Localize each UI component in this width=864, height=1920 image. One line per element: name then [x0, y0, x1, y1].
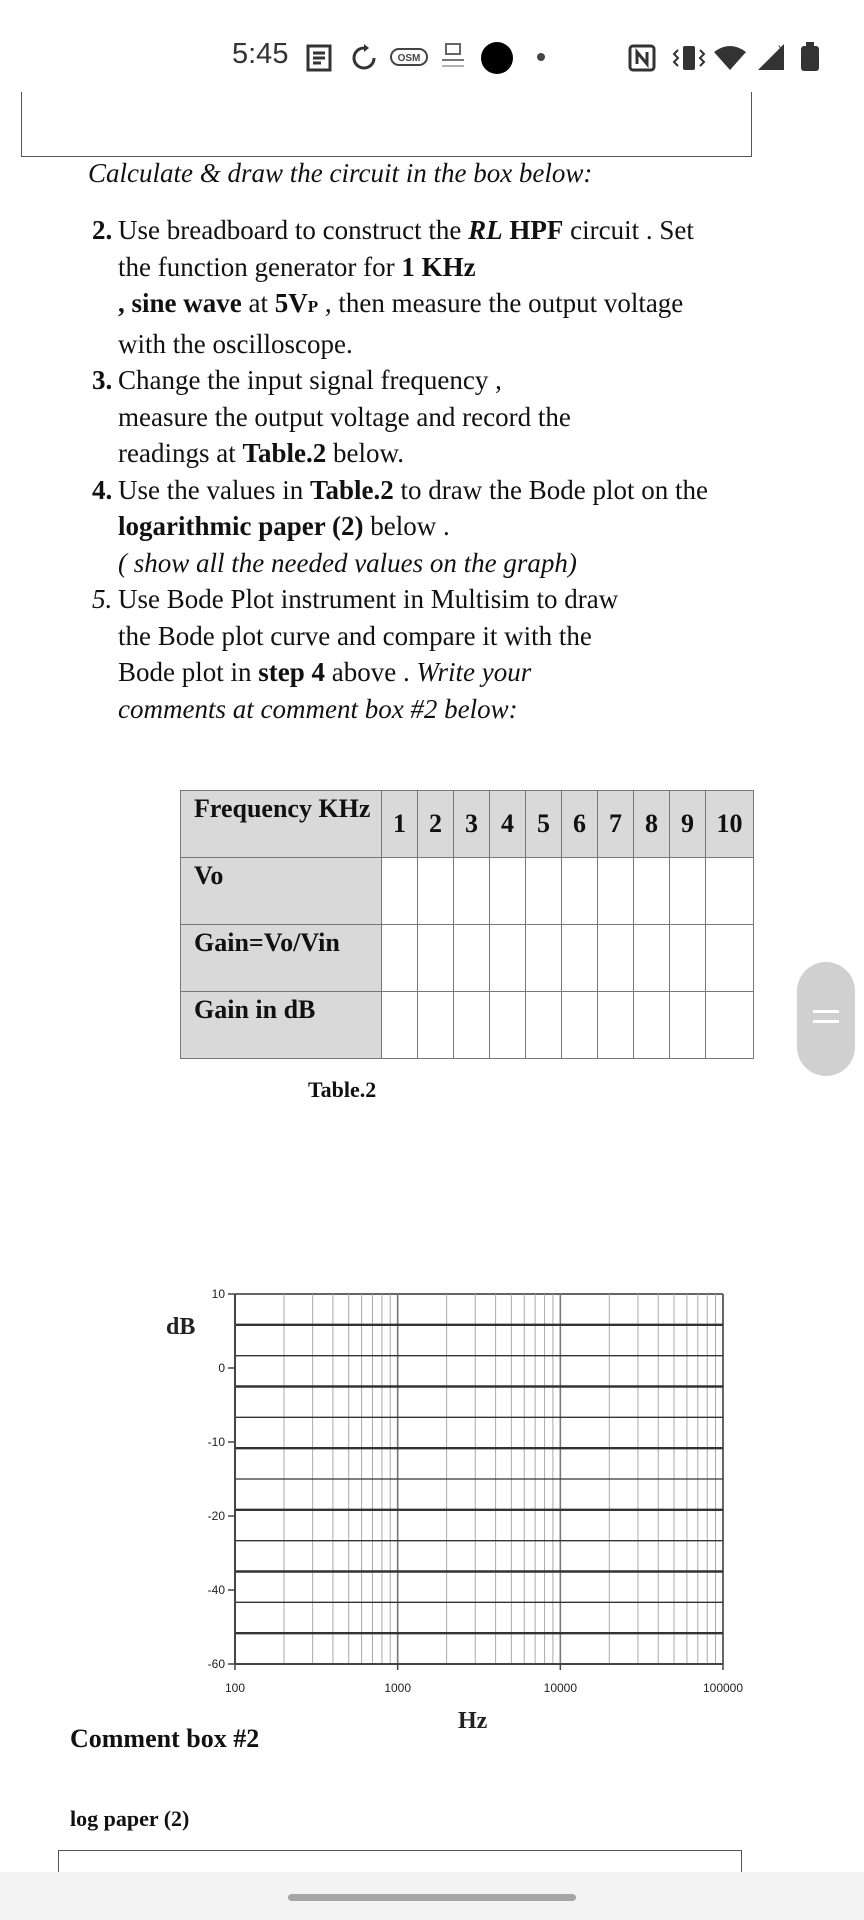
- carrefour-icon: [436, 40, 470, 72]
- step-5: 5. Use Bode Plot instrument in Multisim to draw the Bode plot curve and compare it with the Bode plot in step 4 above . Write your comments at comment box #2 below:: [92, 584, 619, 724]
- table-cell: [706, 925, 754, 992]
- table-cell: [526, 992, 562, 1059]
- status-time: 5:45: [232, 38, 289, 70]
- table-cell: [634, 858, 670, 925]
- freq-cell: 2: [418, 791, 454, 858]
- table-cell: [382, 858, 418, 925]
- y-tick-label: 0: [218, 1361, 225, 1375]
- svg-text:x: x: [778, 41, 784, 55]
- graph-xticks: [225, 1664, 743, 1695]
- y-tick-label: 10: [211, 1287, 225, 1301]
- table-cell: [418, 992, 454, 1059]
- table-row-gain: [181, 925, 754, 992]
- nfc-icon: [628, 44, 658, 72]
- table-cell: [418, 858, 454, 925]
- vibrate-icon: [672, 44, 706, 72]
- graph-xlabel: Hz: [458, 1708, 488, 1734]
- table-cell: [598, 992, 634, 1059]
- signal-icon: [756, 40, 788, 72]
- freq-cell: 5: [526, 791, 562, 858]
- table-row-frequency: [181, 791, 754, 858]
- measurement-table: [180, 790, 754, 1059]
- step-3: 3. Change the input signal frequency , measure the output voltage and record the readings at Table.2 below.: [92, 365, 571, 468]
- step-4: 4. Use the values in Table.2 to draw the Bode plot on the logarithmic paper (2) below . ( show all the needed values on the graph): [92, 474, 708, 578]
- table-cell: [634, 992, 670, 1059]
- table-cell: [454, 992, 490, 1059]
- freq-cell: 7: [598, 791, 634, 858]
- home-gesture-handle[interactable]: [288, 1894, 576, 1901]
- table-cell: [562, 925, 598, 992]
- table-cell: [454, 925, 490, 992]
- dot-icon: [480, 41, 514, 75]
- table-cell: [490, 992, 526, 1059]
- graph-yticks: [208, 1287, 235, 1671]
- row-header: Vo: [181, 858, 382, 925]
- table-cell: [706, 992, 754, 1059]
- table-row-gain-db: [181, 992, 754, 1059]
- table-cell: [706, 858, 754, 925]
- table-cell: [526, 858, 562, 925]
- intro-instruction: Calculate & draw the circuit in the box below:: [88, 158, 593, 188]
- x-tick-label: 10000: [543, 1681, 578, 1695]
- osm-icon: [390, 48, 428, 66]
- freq-cell: 4: [490, 791, 526, 858]
- row-header: Frequency KHz: [181, 791, 382, 858]
- circuit-drawing-box: [21, 92, 752, 157]
- log-paper-label: log paper (2): [70, 1806, 190, 1831]
- row-header: Gain in dB: [181, 992, 382, 1059]
- wifi-icon: [712, 44, 748, 72]
- sync-icon: [350, 44, 378, 72]
- table-cell: [670, 925, 706, 992]
- table-row-vo: [181, 858, 754, 925]
- table-cell: [598, 925, 634, 992]
- freq-cell: 8: [634, 791, 670, 858]
- fast-scroll-handle[interactable]: [797, 962, 855, 1076]
- table-cell: [562, 858, 598, 925]
- table-cell: [634, 925, 670, 992]
- y-tick-label: -10: [207, 1435, 225, 1449]
- x-tick-label: 100000: [702, 1681, 744, 1695]
- table-cell: [670, 992, 706, 1059]
- battery-icon: [800, 42, 820, 72]
- y-tick-label: -20: [207, 1509, 225, 1523]
- step-2: 2. Use breadboard to construct the RL HPF circuit . Set the function generator for 1 KHz , sine wave at 5VP , then measure the output voltage with the oscilloscope.: [92, 215, 694, 359]
- y-tick-label: -60: [207, 1657, 225, 1671]
- y-tick-label: -40: [207, 1583, 225, 1597]
- freq-cell: 6: [562, 791, 598, 858]
- freq-cell: 10: [706, 791, 754, 858]
- table-cell: [418, 925, 454, 992]
- x-tick-label: 1000: [384, 1681, 412, 1695]
- table-cell: [562, 992, 598, 1059]
- graph-ylabel: dB: [166, 1314, 196, 1340]
- svg-text:OSM: OSM: [397, 53, 421, 64]
- table-cell: [454, 858, 490, 925]
- freq-cell: 9: [670, 791, 706, 858]
- freq-cell: 3: [454, 791, 490, 858]
- table-cell: [490, 925, 526, 992]
- log-graph-paper: [150, 1182, 760, 1752]
- comment-box-title: Comment box #2: [70, 1724, 260, 1753]
- status-bar: [0, 0, 864, 92]
- graph-grid: [235, 1294, 723, 1664]
- table-cell: [598, 858, 634, 925]
- table-cell: [670, 858, 706, 925]
- news-icon: [306, 44, 334, 72]
- small-dot-icon: [536, 52, 546, 62]
- row-header: Gain=Vo/Vin: [181, 925, 382, 992]
- x-tick-label: 100: [224, 1681, 246, 1695]
- table-cell: [490, 858, 526, 925]
- table-caption: Table.2: [308, 1077, 377, 1102]
- procedure-steps: [92, 212, 708, 727]
- navigation-bar: [0, 1872, 864, 1920]
- table-cell: [382, 992, 418, 1059]
- table-cell: [382, 925, 418, 992]
- freq-cell: 1: [382, 791, 418, 858]
- table-cell: [526, 925, 562, 992]
- document-page[interactable]: [0, 92, 864, 1872]
